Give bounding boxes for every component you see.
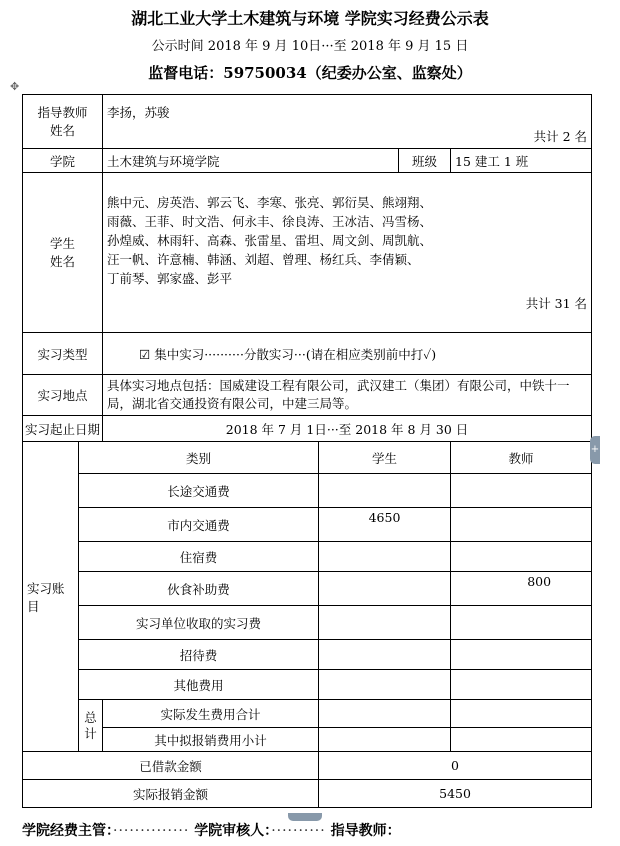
row-student-amount[interactable] bbox=[319, 606, 451, 640]
account-row-accommodation bbox=[23, 542, 592, 572]
student-names-line-4: 汪一帆、许意楠、韩涵、刘超、曾理、杨红兵、李倩颖、 bbox=[107, 252, 420, 267]
document-title: 湖北工业大学土木建筑与环境 学院实习经费公示表 bbox=[131, 9, 489, 28]
row-teacher-amount[interactable] bbox=[451, 542, 592, 572]
type-row bbox=[23, 333, 592, 375]
row-name: 实习单位收取的实习费 bbox=[79, 606, 319, 640]
row-teacher-amount[interactable] bbox=[451, 606, 592, 640]
teacher-names: 李扬，苏骏 bbox=[107, 105, 170, 120]
row-teacher-amount[interactable] bbox=[451, 640, 592, 670]
row-name: 住宿费 bbox=[79, 542, 319, 572]
student-names-line-3: 孙煌威、林雨轩、高森、张雷星、雷坦、周文剑、周凯航、 bbox=[107, 233, 433, 248]
account-row-reimb-subtotal bbox=[23, 728, 592, 752]
row-student-amount[interactable] bbox=[319, 572, 451, 606]
col-student: 学生 bbox=[319, 442, 451, 474]
actual-total-teacher[interactable] bbox=[451, 700, 592, 728]
total-label: 总计 bbox=[79, 700, 103, 752]
row-student-amount[interactable] bbox=[319, 670, 451, 700]
date-value[interactable]: 2018 年 7 月 1日···至 2018 年 8 月 30 日 bbox=[103, 416, 592, 442]
row-student-amount[interactable] bbox=[319, 542, 451, 572]
account-row-internship-fee bbox=[23, 606, 592, 640]
teacher-total: 共计 2 名 bbox=[533, 129, 588, 144]
students-row bbox=[23, 173, 592, 333]
row-teacher-amount[interactable] bbox=[451, 474, 592, 508]
row-teacher-amount[interactable]: 800 bbox=[451, 572, 592, 606]
teacher-names-cell[interactable] bbox=[103, 95, 592, 149]
student-total: 共计 31 名 bbox=[525, 296, 588, 311]
teacher-label: 指导教师 姓名 bbox=[23, 95, 103, 149]
reimb-subtotal-teacher[interactable] bbox=[451, 728, 592, 752]
account-label: 实习账目 bbox=[23, 442, 79, 752]
date-label: 实习起止日期 bbox=[23, 416, 103, 442]
type-value[interactable]: ☑ 集中实习··········分散实习···(请在相应类别前中打✓) bbox=[103, 333, 592, 375]
row-name: 招待费 bbox=[79, 640, 319, 670]
col-category: 类别 bbox=[79, 442, 319, 474]
actual-total-student[interactable] bbox=[319, 700, 451, 728]
college-row bbox=[23, 149, 592, 173]
supervision-hotline: 监督电话：59750034（纪委办公室、监察处） bbox=[148, 64, 472, 82]
student-names-line-1: 熊中元、房英浩、郭云飞、李寒、张亮、郭衍昊、熊翊翔、 bbox=[107, 195, 433, 210]
row-teacher-amount[interactable] bbox=[451, 670, 592, 700]
add-column-handle-icon[interactable]: + bbox=[590, 436, 600, 464]
row-name: 其他费用 bbox=[79, 670, 319, 700]
reimbursed-row bbox=[23, 780, 592, 808]
reviewer-label: 学院审核人： bbox=[194, 823, 272, 839]
row-name: 伙食补助费 bbox=[79, 572, 319, 606]
borrowed-value[interactable]: 0 bbox=[319, 752, 592, 780]
row-student-amount[interactable]: 4650 bbox=[319, 508, 451, 542]
teacher-row bbox=[23, 95, 592, 149]
date-row bbox=[23, 416, 592, 442]
account-row-other bbox=[23, 670, 592, 700]
college-value[interactable]: 土木建筑与环境学院 bbox=[103, 149, 399, 173]
table-move-handle-icon[interactable]: ✥ bbox=[10, 80, 20, 93]
row-teacher-amount[interactable] bbox=[451, 508, 592, 542]
actual-total-label: 实际发生费用合计 bbox=[103, 700, 319, 728]
student-label: 学生 姓名 bbox=[23, 173, 103, 333]
location-value[interactable]: 具体实习地点包括：国威建设工程有限公司，武汉建工（集团）有限公司，中铁十一局，湖北省交通投资有限公司，中建三局等。 bbox=[103, 375, 592, 416]
account-row-long-distance bbox=[23, 474, 592, 508]
row-name: 长途交通费 bbox=[79, 474, 319, 508]
type-label: 实习类型 bbox=[23, 333, 103, 375]
student-names-line-5: 丁前琴、郭家盛、彭平 bbox=[107, 271, 233, 286]
dean-label: 学院经费主管： bbox=[22, 823, 113, 839]
location-label: 实习地点 bbox=[23, 375, 103, 416]
advisor-label: 指导教师： bbox=[330, 823, 401, 839]
class-label: 班级 bbox=[399, 149, 451, 173]
row-student-amount[interactable] bbox=[319, 640, 451, 670]
reimbursed-value[interactable]: 5450 bbox=[319, 780, 592, 808]
account-row-local-transport bbox=[23, 508, 592, 542]
borrowed-row bbox=[23, 752, 592, 780]
account-row-hospitality bbox=[23, 640, 592, 670]
account-row-actual-total bbox=[23, 700, 592, 728]
student-names-line-2: 雨薇、王菲、时文浩、何永丰、徐良涛、王冰洁、冯雪杨、 bbox=[107, 214, 433, 229]
location-row bbox=[23, 375, 592, 416]
row-name: 市内交通费 bbox=[79, 508, 319, 542]
reimb-subtotal-student[interactable] bbox=[319, 728, 451, 752]
class-value[interactable]: 15 建工 1 班 bbox=[451, 149, 592, 173]
account-row-meal-subsidy bbox=[23, 572, 592, 606]
college-label: 学院 bbox=[23, 149, 103, 173]
reimbursed-label: 实际报销金额 bbox=[23, 780, 319, 808]
signature-footer: 学院经费主管：·············· 学院审核人：·········· 指导教师： bbox=[22, 823, 401, 839]
col-teacher: 教师 bbox=[451, 442, 592, 474]
expense-table bbox=[22, 94, 592, 808]
account-header-row bbox=[23, 442, 592, 474]
row-student-amount[interactable] bbox=[319, 474, 451, 508]
student-names-cell[interactable] bbox=[103, 173, 592, 333]
borrowed-label: 已借款金额 bbox=[23, 752, 319, 780]
publication-period: 公示时间 2018 年 9 月 10日···至 2018 年 9 月 15 日 bbox=[151, 39, 469, 54]
reimb-subtotal-label: 其中拟报销费用小计 bbox=[103, 728, 319, 752]
